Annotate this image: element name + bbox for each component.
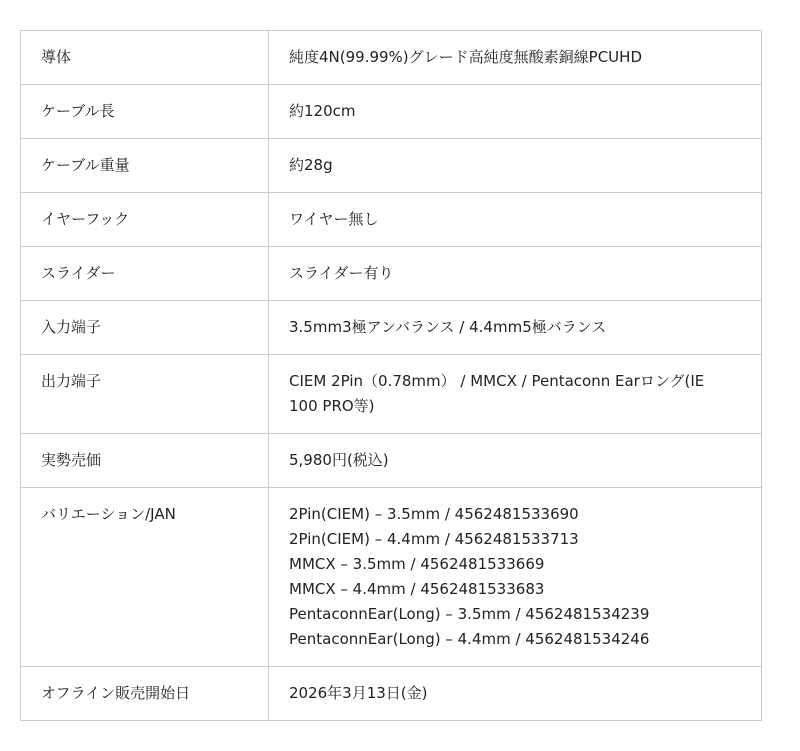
row-label: バリエーション/JAN xyxy=(21,488,269,667)
value-line: 純度4N(99.99%)グレード高純度無酸素銅線PCUHD xyxy=(289,48,642,66)
row-label: オフライン販売開始日 xyxy=(21,667,269,721)
row-value xyxy=(269,193,762,247)
table-row xyxy=(21,247,762,301)
value-line: 100 PRO等) xyxy=(289,397,375,415)
row-label: 入力端子 xyxy=(21,301,269,355)
row-label: 導体 xyxy=(21,31,269,85)
row-value xyxy=(269,85,762,139)
row-label: スライダー xyxy=(21,247,269,301)
table-row xyxy=(21,667,762,721)
value-line: 約28g xyxy=(289,156,333,174)
row-value xyxy=(269,139,762,193)
value-line: スライダー有り xyxy=(289,264,394,282)
row-value xyxy=(269,355,762,434)
row-label: 実勢売価 xyxy=(21,434,269,488)
value-line: 5,980円(税込) xyxy=(289,451,389,469)
value-line: 3.5mm3極アンバランス / 4.4mm5極バランス xyxy=(289,318,607,336)
table-row xyxy=(21,355,762,434)
row-value xyxy=(269,31,762,85)
table-row xyxy=(21,31,762,85)
table-row xyxy=(21,301,762,355)
table-row xyxy=(21,85,762,139)
value-line: PentaconnEar(Long) – 4.4mm / 4562481534246 xyxy=(289,630,650,648)
value-line: 2026年3月13日(金) xyxy=(289,684,428,702)
row-value xyxy=(269,488,762,667)
row-value xyxy=(269,667,762,721)
row-label: イヤーフック xyxy=(21,193,269,247)
row-value xyxy=(269,434,762,488)
value-line: CIEM 2Pin（0.78mm） / MMCX / Pentaconn Earロング(IE xyxy=(289,372,705,390)
value-line: PentaconnEar(Long) – 3.5mm / 4562481534239 xyxy=(289,605,650,623)
row-value xyxy=(269,247,762,301)
value-line: 約120cm xyxy=(289,102,356,120)
row-label: ケーブル長 xyxy=(21,85,269,139)
row-value xyxy=(269,301,762,355)
table-row xyxy=(21,434,762,488)
table-row xyxy=(21,139,762,193)
value-line: MMCX – 3.5mm / 4562481533669 xyxy=(289,555,545,573)
row-label: 出力端子 xyxy=(21,355,269,434)
table-row xyxy=(21,193,762,247)
value-line: 2Pin(CIEM) – 3.5mm / 4562481533690 xyxy=(289,505,579,523)
value-line: ワイヤー無し xyxy=(289,210,379,228)
value-line: 2Pin(CIEM) – 4.4mm / 4562481533713 xyxy=(289,530,579,548)
value-line: MMCX – 4.4mm / 4562481533683 xyxy=(289,580,545,598)
row-label: ケーブル重量 xyxy=(21,139,269,193)
spec-table xyxy=(20,30,762,721)
table-row xyxy=(21,488,762,667)
